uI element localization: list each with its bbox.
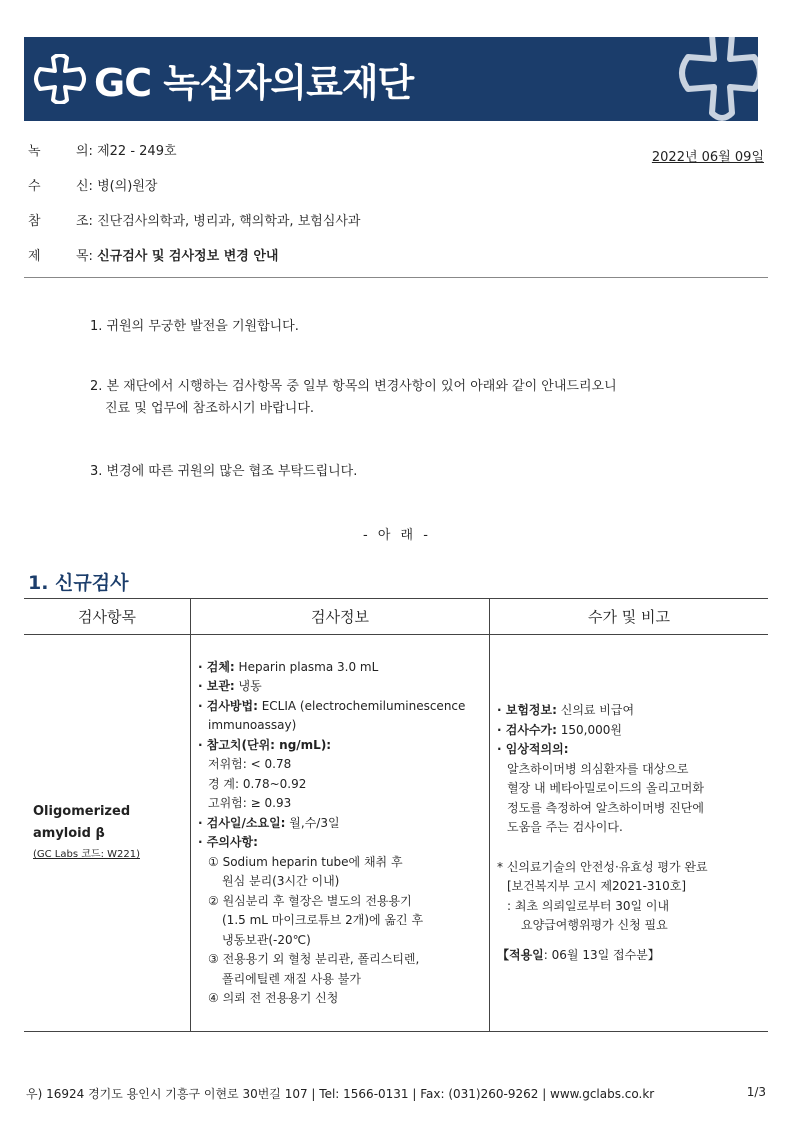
value: 150,000원: [556, 722, 622, 737]
column-header: 검사정보: [191, 599, 490, 635]
paragraph-1: 1. 귀원의 무궁한 발전을 기원합니다.: [90, 319, 299, 334]
column-header: 검사항목: [24, 599, 191, 635]
clinical-label: · 임상적의의:: [497, 742, 569, 756]
method-line: [198, 697, 488, 717]
meta-key: 녹: [28, 144, 41, 159]
value: ECLIA (electrochemiluminescence: [257, 698, 466, 713]
label: · 보관:: [198, 679, 235, 693]
remarks-cell: [490, 635, 769, 1032]
paragraph-2-line-2: 진료 및 업무에 참조하시기 바랍니다.: [105, 401, 315, 416]
note-line: [보건복지부 고시 제2021-310호]: [507, 879, 687, 893]
test-item-cell: [24, 635, 191, 1032]
paragraph-3: 3. 변경에 따른 귀원의 많은 협조 부탁드립니다.: [90, 464, 358, 479]
fee-line: [497, 721, 767, 741]
note-line: : 최초 의뢰일로부터 30일 이내: [507, 898, 670, 913]
caution-2-cont-2: 냉동보관(-20℃): [222, 932, 311, 947]
apply-date-line: [497, 946, 767, 966]
days-line: [198, 814, 488, 834]
divider: [24, 277, 768, 278]
meta-value: 진단검사의학과, 병리과, 핵의학과, 보험심사과: [97, 214, 361, 229]
decorative-cross-icon: [674, 37, 758, 121]
value: 냉동: [234, 679, 262, 693]
label: · 검사수가:: [497, 722, 557, 737]
clinical-line: 정도를 측정하여 알츠하이머병 진단에: [507, 800, 704, 815]
insurance-line: [497, 701, 767, 721]
caution-3: ③ 전용용기 외 혈청 분리관, 폴리스티렌,: [208, 952, 420, 966]
specimen-line: [198, 658, 488, 678]
footer-address: 우) 16924 경기도 용인시 기흥구 이현로 30번길 107 | Tel: 1566-0131 | Fax: (031)260-9262 | www.gclabs.co.kr: [26, 1087, 655, 1101]
method-line-2: immunoassay): [208, 718, 297, 732]
storage-line: [198, 677, 488, 697]
value: 월,수/3일: [285, 815, 340, 830]
value: 신의료 비급여: [556, 703, 635, 717]
caution-2-cont: (1.5 mL 마이크로튜브 2개)에 옮긴 후: [222, 913, 424, 927]
gc-cross-logo-icon: [32, 54, 88, 104]
label: · 검체:: [198, 659, 235, 674]
label: · 보험정보:: [497, 703, 557, 717]
caution-3-cont: 폴리에틸렌 재질 사용 불가: [222, 971, 361, 986]
meta-value: 병(의)원장: [97, 179, 158, 194]
test-info-cell: [191, 635, 490, 1032]
clinical-line: 도움을 주는 검사이다.: [507, 820, 623, 834]
meta-key: 제: [28, 249, 41, 264]
note-line: * 신의료기술의 안전성·유효성 평가 완료: [497, 859, 708, 874]
meta-row-reference: [28, 210, 361, 229]
clinical-line: 혈장 내 베타아밀로이드의 올리고머화: [507, 781, 704, 795]
meta-row-sender: [28, 140, 177, 159]
label: · 검사방법:: [198, 698, 258, 713]
letterhead-banner: [24, 37, 758, 121]
reference-low: 저위험: < 0.78: [208, 757, 292, 771]
test-name-line-1: Oligomerized: [33, 804, 131, 820]
footer: [26, 1085, 766, 1102]
paragraph-2-line-1: 2. 본 재단에서 시행하는 검사항목 중 일부 항목의 변경사항이 있어 아래와 같이 안내드리오니: [90, 379, 617, 394]
meta-row-recipient: [28, 175, 157, 194]
table-row: [24, 635, 768, 1032]
reference-border: 경 계: 0.78~0.92: [208, 776, 307, 791]
label: · 검사일/소요일:: [198, 815, 286, 830]
meta-key: 수: [28, 179, 41, 194]
caution-1: ① Sodium heparin tube에 채취 후: [208, 854, 403, 869]
document-date: 2022년 06월 09일: [651, 150, 764, 165]
reference-high: 고위험: ≥ 0.93: [208, 796, 292, 810]
meta-key: 조:: [76, 214, 93, 229]
caution-4: ④ 의뢰 전 전용용기 신청: [208, 991, 339, 1005]
new-test-table: [24, 598, 768, 1032]
note-line: 요양급여행위평가 신청 필요: [521, 918, 668, 932]
subject-value: 신규검사 및 검사정보 변경 안내: [97, 249, 279, 264]
page-number: 1/3: [746, 1085, 766, 1099]
test-name-line-2: amyloid β: [33, 826, 105, 842]
caution-label: · 주의사항:: [198, 835, 258, 849]
meta-key: 목:: [76, 249, 93, 264]
meta-key: 신:: [76, 179, 93, 194]
value: Heparin plasma 3.0 mL: [234, 659, 379, 674]
reference-label: · 참고치(단위: ng/mL):: [198, 737, 332, 752]
meta-key: 참: [28, 214, 41, 229]
paragraph-2: [90, 376, 617, 420]
test-code: (GC Labs 코드: W221): [33, 849, 140, 861]
caution-2: ② 원심분리 후 혈장은 별도의 전용용기: [208, 893, 412, 908]
meta-key: 의:: [76, 144, 93, 159]
column-header: 수가 및 비고: [490, 599, 769, 635]
below-marker: - 아 래 -: [363, 528, 431, 543]
org-name: GC 녹십자의료재단: [94, 61, 414, 105]
meta-row-subject: [28, 245, 278, 264]
section-title: 1. 신규검사: [28, 572, 129, 594]
clinical-line: 알츠하이머병 의심환자를 대상으로: [507, 761, 689, 776]
caution-1-cont: 원심 분리(3시간 이내): [222, 874, 340, 888]
meta-value: 제22 - 249호: [97, 144, 177, 159]
label: 【적용일: [497, 947, 544, 962]
table-header-row: [24, 599, 768, 635]
value: : 06월 13일 접수분】: [543, 947, 660, 962]
